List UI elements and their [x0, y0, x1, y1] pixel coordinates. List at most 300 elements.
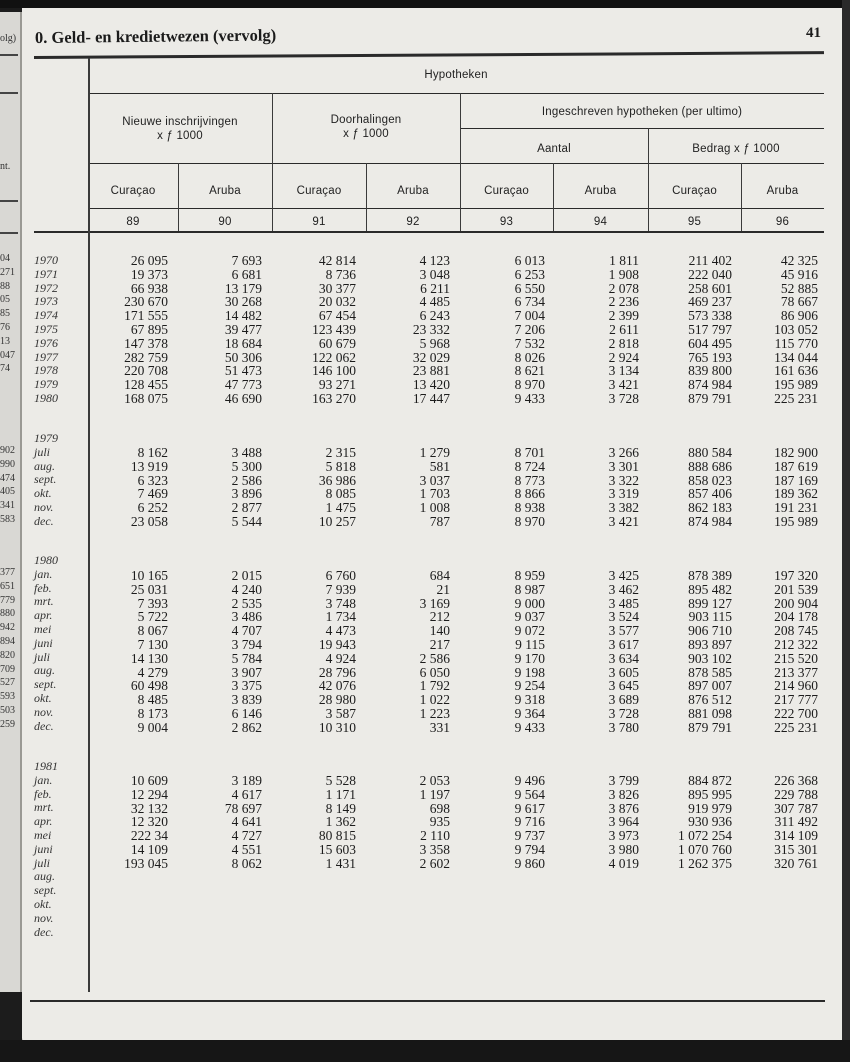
previous-page-rule — [0, 92, 18, 94]
previous-page-fragment: 709 — [0, 663, 15, 675]
table-cell: 193 045 — [124, 855, 168, 871]
table-cell: 3 728 — [608, 391, 639, 406]
table-cell: 8 026 — [514, 349, 545, 365]
table-cell: 12 320 — [130, 814, 168, 830]
table-cell: 201 539 — [774, 581, 818, 597]
table-cell: 469 237 — [688, 294, 732, 310]
table-cell: 9 170 — [514, 650, 545, 666]
table-cell: 4 123 — [419, 253, 450, 268]
table-cell: 23 881 — [412, 363, 450, 379]
table-cell: 42 814 — [318, 253, 356, 268]
table-cell: 10 609 — [130, 773, 168, 788]
table-cell: 3 358 — [419, 842, 450, 857]
table-cell: 9 318 — [514, 692, 545, 708]
header-bedrag: Bedrag x ƒ 1000 — [692, 143, 780, 155]
header-rule-1 — [88, 93, 824, 94]
table-cell: 1 070 760 — [678, 842, 732, 857]
table-cell: 698 — [429, 800, 450, 816]
table-cell: 3 319 — [608, 486, 639, 502]
row-label: 1980 — [34, 391, 58, 405]
previous-page-edge — [0, 12, 22, 992]
table-cell: 2 399 — [608, 308, 639, 324]
header-region: Curaçao — [672, 185, 717, 197]
table-cell: 3 577 — [608, 623, 639, 639]
section-year-heading: 1980 — [34, 553, 58, 567]
header-hypotheken: Hypotheken — [424, 69, 488, 81]
table-cell: 3 524 — [608, 609, 639, 625]
table-cell: 884 872 — [688, 773, 732, 788]
table-cell: 2 315 — [325, 445, 356, 460]
table-cell: 3 973 — [608, 828, 639, 844]
row-label: okt. — [34, 897, 52, 911]
table-cell: 5 722 — [137, 609, 168, 625]
row-label: sept. — [34, 677, 57, 692]
header-region: Curaçao — [110, 185, 156, 197]
table-cell: 200 904 — [774, 595, 818, 611]
table-cell: 6 681 — [231, 266, 262, 282]
previous-page-fragment: 341 — [0, 500, 15, 512]
header-column-number: 91 — [312, 216, 326, 228]
table-cell: 888 686 — [688, 458, 732, 474]
row-label: 1973 — [34, 294, 58, 309]
table-cell: 32 029 — [412, 349, 450, 365]
table-cell: 212 — [429, 609, 450, 625]
table-cell: 3 375 — [231, 678, 262, 694]
row-label: 1978 — [34, 363, 58, 378]
table-cell: 315 301 — [774, 842, 818, 857]
table-cell: 78 667 — [780, 294, 818, 310]
table-cell: 6 253 — [514, 266, 545, 282]
table-cell: 1 431 — [325, 855, 356, 871]
table-cell: 5 968 — [419, 335, 450, 351]
row-label: aug. — [34, 458, 55, 473]
table-cell: 146 100 — [312, 363, 356, 379]
table-cell: 3 605 — [608, 664, 639, 680]
table-cell: 7 469 — [137, 486, 168, 502]
table-cell: 9 433 — [514, 719, 545, 735]
table-cell: 225 231 — [774, 391, 818, 406]
table-cell: 4 617 — [231, 786, 262, 802]
table-cell: 217 — [429, 637, 450, 652]
table-cell: 7 004 — [514, 308, 545, 324]
table-cell: 3 689 — [608, 692, 639, 708]
table-cell: 36 986 — [318, 472, 356, 488]
header-column-number: 90 — [218, 216, 232, 228]
scan-right-edge — [842, 0, 850, 1062]
table-cell: 1 022 — [419, 692, 450, 708]
table-cell: 9 198 — [514, 664, 545, 680]
table-cell: 3 488 — [231, 445, 262, 460]
table-cell: 222 34 — [130, 828, 168, 844]
table-cell: 6 323 — [137, 472, 168, 488]
table-cell: 9 433 — [514, 391, 545, 406]
header-column-number: 95 — [687, 216, 702, 228]
table-cell: 217 777 — [774, 692, 818, 708]
previous-page-fragment: 779 — [0, 594, 15, 606]
table-cell: 581 — [429, 458, 450, 474]
table-cell: 3 617 — [608, 637, 639, 652]
table-cell: 67 895 — [130, 322, 168, 337]
row-label: apr. — [34, 814, 53, 829]
table-cell: 195 989 — [774, 514, 818, 529]
previous-page-fragment: 583 — [0, 514, 15, 525]
section-year-heading: 1979 — [34, 431, 58, 445]
table-cell: 2 053 — [419, 773, 450, 788]
table-cell: 862 183 — [688, 500, 732, 516]
table-cell: 189 362 — [774, 486, 818, 502]
row-label: aug. — [34, 869, 55, 884]
previous-page-fragment: 820 — [0, 649, 15, 661]
table-cell: 30 268 — [224, 294, 262, 310]
table-cell: 3 189 — [231, 773, 262, 788]
header-region: Aruba — [584, 185, 617, 197]
previous-page-fragment: olg) — [0, 33, 17, 44]
section-year-heading: 1981 — [34, 759, 58, 773]
row-label: mei — [34, 828, 52, 842]
table-cell: 168 075 — [124, 391, 168, 406]
table-cell: 839 800 — [688, 363, 732, 379]
table-cell: 6 550 — [514, 280, 545, 296]
table-cell: 52 885 — [780, 280, 818, 296]
table-cell: 5 818 — [325, 458, 356, 474]
table-cell: 13 919 — [130, 458, 168, 474]
row-label: 1972 — [34, 280, 58, 295]
table-cell: 8 149 — [325, 800, 356, 816]
table-cell: 604 495 — [688, 335, 732, 351]
previous-page-fragment: 527 — [0, 677, 15, 689]
table-cell: 6 734 — [514, 294, 545, 310]
table-cell: 86 906 — [780, 308, 818, 324]
row-label: 1975 — [34, 322, 58, 336]
table-cell: 9 254 — [514, 678, 545, 694]
table-cell: 282 759 — [124, 349, 168, 365]
table-cell: 23 058 — [130, 514, 168, 529]
table-cell: 4 473 — [325, 623, 356, 639]
table-cell: 17 447 — [412, 391, 450, 406]
previous-page-fragment: nt. — [0, 161, 11, 172]
table-cell: 4 019 — [608, 855, 639, 871]
row-label: juni — [34, 841, 53, 856]
previous-page-fragment: 04 — [0, 253, 10, 264]
table-cell: 182 900 — [774, 445, 818, 460]
table-cell: 1 072 254 — [678, 828, 732, 844]
table-cell: 6 211 — [420, 280, 450, 296]
table-cell: 6 760 — [325, 568, 356, 583]
table-cell: 1 279 — [419, 445, 450, 460]
table-cell: 78 697 — [224, 800, 262, 816]
table-cell: 2 236 — [608, 294, 639, 310]
table-cell: 8 866 — [514, 486, 545, 502]
scan-bottom-edge — [0, 1040, 850, 1062]
table-cell: 919 979 — [688, 800, 732, 816]
page-title: 0. Geld- en kredietwezen (vervolg) — [34, 25, 277, 47]
table-cell: 3 421 — [608, 514, 639, 529]
table-cell: 3 169 — [419, 595, 450, 611]
table-cell: 8 162 — [137, 445, 168, 460]
table-cell: 187 619 — [774, 458, 818, 474]
table-cell: 46 690 — [224, 391, 262, 406]
header-column-number: 96 — [775, 216, 790, 228]
table-cell: 3 907 — [231, 664, 262, 680]
table-cell: 8 987 — [514, 581, 545, 597]
table-cell: 3 587 — [325, 706, 356, 721]
table-cell: 47 773 — [224, 377, 262, 393]
header-nieuwe-inschrijvingen: Nieuwe inschrijvingen x ƒ 1000 — [122, 116, 238, 142]
row-label: 1976 — [34, 335, 58, 350]
table-cell: 3 780 — [608, 719, 639, 735]
table-cell: 14 109 — [130, 842, 168, 857]
table-cell: 878 585 — [688, 664, 732, 680]
table-cell: 1 197 — [419, 786, 450, 802]
table-cell: 229 788 — [774, 786, 818, 802]
table-cell: 573 338 — [688, 308, 732, 324]
row-label: dec. — [34, 924, 54, 939]
table-cell: 20 032 — [318, 294, 356, 310]
table-cell: 8 736 — [325, 266, 356, 282]
table-cell: 19 943 — [318, 637, 356, 652]
table-cell: 10 165 — [130, 568, 168, 583]
scan-top-edge — [0, 0, 850, 8]
table-cell: 93 271 — [318, 377, 356, 393]
table-cell: 195 989 — [774, 377, 818, 393]
row-label: 1977 — [34, 349, 58, 364]
row-label: juli — [34, 444, 51, 459]
table-cell: 5 784 — [231, 650, 262, 666]
table-cell: 3 748 — [325, 595, 356, 611]
previous-page-fragment: 13 — [0, 335, 10, 347]
table-cell: 12 294 — [130, 786, 168, 802]
table-cell: 3 486 — [231, 609, 262, 625]
page-number: 41 — [806, 25, 821, 41]
table-cell: 1 811 — [609, 253, 639, 268]
table-cell: 517 797 — [688, 322, 732, 337]
table-cell: 8 701 — [514, 445, 545, 460]
table-cell: 5 528 — [325, 773, 356, 788]
previous-page-fragment: 880 — [0, 608, 15, 620]
table-cell: 7 939 — [325, 581, 356, 597]
row-label: 1971 — [34, 266, 58, 281]
previous-page-fragment: 85 — [0, 308, 10, 320]
row-label: juli — [34, 855, 51, 870]
row-label: dec. — [34, 718, 54, 733]
table-cell: 26 095 — [130, 253, 168, 268]
table-cell: 19 373 — [130, 266, 168, 282]
table-cell: 8 173 — [137, 706, 168, 721]
table-cell: 684 — [429, 568, 450, 583]
previous-page-fragment: 503 — [0, 705, 15, 716]
table-cell: 3 876 — [608, 800, 639, 816]
header-region: Curaçao — [296, 185, 342, 197]
table-cell: 9 716 — [514, 814, 545, 830]
table-cell: 2 110 — [420, 828, 450, 844]
previous-page-fragment: 047 — [0, 349, 15, 361]
table-cell: 213 377 — [774, 664, 818, 680]
table-cell: 3 964 — [608, 814, 639, 830]
table-cell: 8 970 — [514, 377, 545, 393]
table-cell: 4 707 — [231, 623, 262, 639]
table-cell: 2 602 — [419, 855, 450, 871]
table-cell: 3 266 — [608, 445, 639, 460]
table-cell: 1 008 — [419, 500, 450, 516]
table-cell: 115 770 — [774, 335, 818, 351]
table-cell: 2 586 — [231, 472, 262, 488]
table-cell: 15 603 — [318, 842, 356, 857]
table-cell: 66 938 — [130, 280, 168, 296]
table-cell: 3 048 — [419, 266, 450, 282]
table-cell: 4 551 — [231, 842, 262, 857]
table-cell: 28 796 — [318, 664, 356, 680]
table-cell: 2 924 — [608, 349, 639, 365]
table-cell: 6 050 — [419, 664, 450, 680]
header-bottom-rule — [34, 231, 824, 233]
table-cell: 878 389 — [688, 568, 732, 583]
row-label: okt. — [34, 486, 52, 501]
table-cell: 211 402 — [688, 253, 732, 268]
table-cell: 45 916 — [780, 266, 818, 282]
table-cell: 1 223 — [419, 706, 450, 721]
table-cell: 874 984 — [688, 514, 732, 529]
table-cell: 208 745 — [774, 623, 818, 639]
table-cell: 857 406 — [688, 486, 732, 502]
table-cell: 314 109 — [774, 828, 818, 844]
table-cell: 6 252 — [137, 500, 168, 516]
table-cell: 8 621 — [514, 363, 545, 379]
table-cell: 906 710 — [688, 623, 732, 639]
table-cell: 197 320 — [774, 568, 818, 583]
table-cell: 222 040 — [688, 266, 732, 282]
table-cell: 4 641 — [231, 814, 262, 830]
previous-page-fragment: 651 — [0, 580, 15, 592]
table-cell: 2 862 — [231, 719, 262, 735]
header-aantal: Aantal — [537, 143, 571, 155]
table-cell: 2 877 — [231, 500, 262, 516]
table-cell: 204 178 — [774, 609, 818, 625]
table-cell: 60 679 — [318, 335, 356, 351]
table-cell: 8 724 — [514, 458, 545, 474]
previous-page-fragment: 405 — [0, 486, 15, 498]
row-label: nov. — [34, 500, 54, 514]
header-column-number: 93 — [499, 216, 514, 228]
table-cell: 7 693 — [231, 253, 262, 268]
previous-page-fragment: 88 — [0, 280, 10, 292]
previous-page-fragment: 74 — [0, 363, 10, 375]
table-cell: 18 684 — [224, 335, 262, 351]
row-label: 1974 — [34, 308, 58, 323]
table-cell: 67 454 — [318, 308, 356, 324]
table-cell: 222 700 — [774, 706, 818, 721]
table-cell: 893 897 — [688, 637, 732, 652]
header-rule-4 — [88, 208, 824, 209]
table-cell: 42 325 — [780, 253, 818, 268]
table-cell: 171 555 — [124, 308, 168, 324]
table-cell: 874 984 — [688, 377, 732, 393]
table-cell: 895 995 — [688, 786, 732, 802]
table-bottom-rule — [30, 1000, 825, 1002]
previous-page-fragment: 474 — [0, 472, 15, 484]
row-label: nov. — [34, 910, 54, 925]
table-cell: 225 231 — [774, 719, 818, 735]
row-label: mrt. — [34, 800, 54, 815]
table-cell: 140 — [429, 623, 450, 639]
table-cell: 134 044 — [774, 349, 818, 365]
previous-page-rule — [0, 200, 18, 202]
table-cell: 331 — [429, 719, 450, 735]
table-cell: 28 980 — [318, 692, 356, 708]
table-cell: 42 076 — [318, 678, 356, 694]
table-cell: 3 799 — [608, 773, 639, 788]
table-cell: 123 439 — [312, 322, 356, 337]
table-cell: 881 098 — [688, 706, 732, 721]
table-cell: 880 584 — [688, 445, 732, 460]
table-cell: 3 037 — [419, 472, 450, 488]
table-cell: 879 791 — [688, 719, 732, 735]
table-cell: 220 708 — [124, 363, 168, 379]
row-label: 1979 — [34, 377, 58, 392]
table-cell: 10 310 — [318, 719, 356, 735]
header-column-number: 92 — [406, 216, 420, 228]
table-cell: 191 231 — [774, 500, 818, 516]
previous-page-fragment: 271 — [0, 266, 15, 278]
table-cell: 899 127 — [688, 595, 732, 611]
table-cell: 122 062 — [312, 349, 356, 365]
table-cell: 935 — [429, 814, 450, 830]
table-cell: 1 908 — [608, 266, 639, 282]
table-cell: 7 206 — [514, 322, 545, 337]
table-cell: 3 421 — [608, 377, 639, 393]
table-cell: 903 115 — [688, 609, 732, 625]
table-cell: 6 146 — [231, 706, 262, 721]
header-region: Curaçao — [484, 185, 529, 197]
row-label: mrt. — [34, 594, 54, 609]
previous-page-rule — [0, 54, 18, 56]
table-cell: 25 031 — [130, 581, 168, 597]
table-cell: 3 839 — [231, 692, 262, 708]
table-cell: 147 378 — [124, 335, 168, 351]
previous-page-fragment: 894 — [0, 636, 15, 647]
header-region: Aruba — [209, 185, 241, 197]
table-cell: 5 544 — [231, 514, 262, 529]
row-label: sept. — [34, 472, 57, 487]
table-cell: 4 485 — [419, 294, 450, 310]
table-cell: 51 473 — [224, 363, 262, 379]
table-cell: 9 860 — [514, 855, 545, 871]
table-cell: 903 102 — [688, 650, 732, 666]
previous-page-fragment: 902 — [0, 445, 15, 456]
row-label: feb. — [34, 580, 52, 595]
table-cell: 311 492 — [774, 814, 818, 830]
table-cell: 320 761 — [774, 855, 818, 871]
table-cell: 2 818 — [608, 335, 639, 351]
table-cell: 13 420 — [412, 377, 450, 393]
table-cell: 787 — [429, 514, 450, 529]
table-cell: 3 382 — [608, 500, 639, 516]
table-cell: 879 791 — [688, 391, 732, 406]
table-cell: 765 193 — [688, 349, 732, 365]
previous-page-fragment: 76 — [0, 322, 10, 333]
table-cell: 14 482 — [224, 308, 262, 324]
row-label: aug. — [34, 663, 55, 678]
table-cell: 30 377 — [318, 280, 356, 296]
table-cell: 3 462 — [608, 581, 639, 597]
table-cell: 3 980 — [608, 842, 639, 857]
table-cell: 9 496 — [514, 773, 545, 788]
table-cell: 4 924 — [325, 650, 356, 666]
table-cell: 6 013 — [514, 253, 545, 268]
table-cell: 214 960 — [774, 678, 818, 694]
table-cell: 1 734 — [325, 609, 356, 625]
table-cell: 3 425 — [608, 568, 639, 583]
table-cell: 3 645 — [608, 678, 639, 694]
